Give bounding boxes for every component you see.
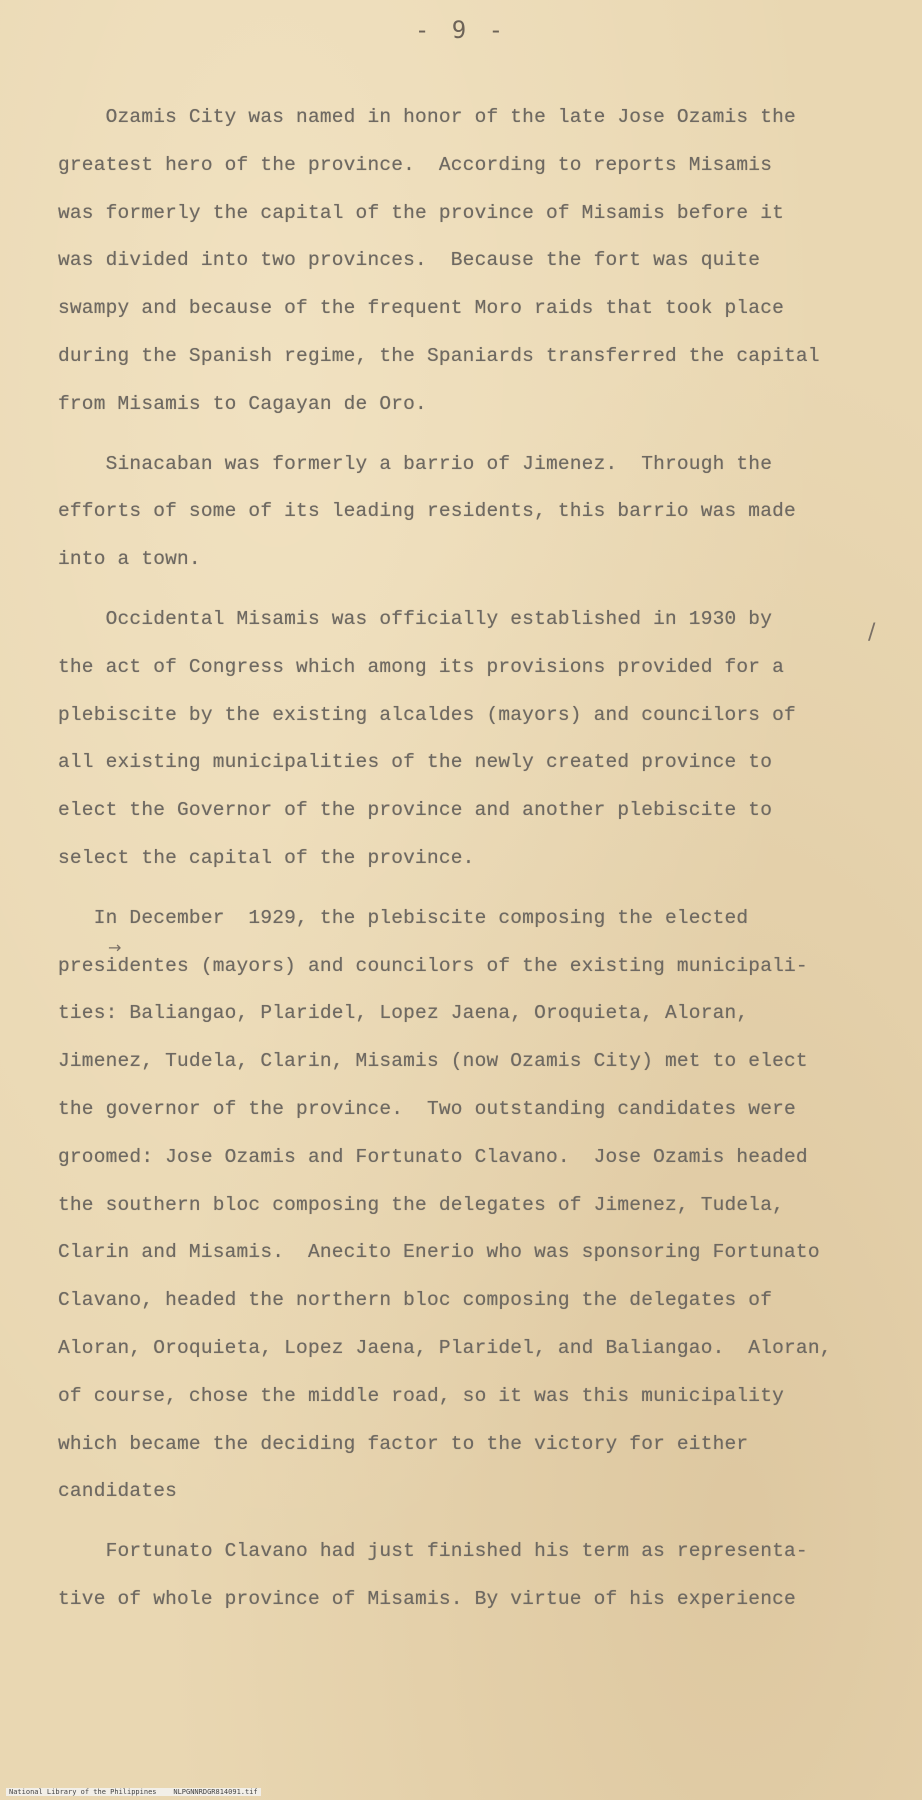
text-line: from Misamis to Cagayan de Oro.: [58, 392, 427, 415]
text-line: ties: Baliangao, Plaridel, Lopez Jaena, Oroquieta, Aloran,: [58, 1002, 749, 1025]
text-line: Jimenez, Tudela, Clarin, Misamis (now Ozamis City) met to elect: [58, 1050, 808, 1073]
scan-footer: National Library of the Philippines NLPGNNRDGR814091.tif: [6, 1788, 261, 1796]
text-line: was divided into two provinces. Because the fort was quite: [58, 249, 761, 272]
document-body: [58, 94, 878, 1624]
text-line: the governor of the province. Two outstanding candidates were: [58, 1097, 796, 1120]
paragraph: [58, 1528, 878, 1624]
text-line: into a town.: [58, 548, 201, 571]
text-line: during the Spanish regime, the Spaniards transferred the capital: [58, 344, 820, 367]
text-line: presidentes (mayors) and councilors of the existing municipali-: [58, 954, 808, 977]
margin-arrow-mark: →: [108, 938, 122, 957]
text-line: Ozamis City was named in honor of the late Jose Ozamis the: [58, 106, 796, 128]
paragraph: [58, 895, 878, 1516]
text-line: efforts of some of its leading residents, this barrio was made: [58, 500, 796, 523]
text-line: of course, chose the middle road, so it was this municipality: [58, 1384, 785, 1407]
text-line: In December 1929, the plebiscite composing the elected: [58, 906, 749, 929]
text-line: Clarin and Misamis. Anecito Enerio who was sponsoring Fortunato: [58, 1241, 820, 1264]
margin-slash-mark: /: [868, 620, 876, 645]
text-line: greatest hero of the province. According to reports Misamis: [58, 153, 773, 176]
text-line: Sinacaban was formerly a barrio of Jimenez. Through the: [58, 452, 773, 475]
text-line: Aloran, Oroquieta, Lopez Jaena, Plaridel, and Baliangao. Aloran,: [58, 1336, 832, 1359]
text-line: which became the deciding factor to the victory for either: [58, 1432, 749, 1455]
text-line: the southern bloc composing the delegates of Jimenez, Tudela,: [58, 1193, 785, 1216]
text-line: was formerly the capital of the province of Misamis before it: [58, 201, 785, 224]
text-line: Clavano, headed the northern bloc composing the delegates of: [58, 1289, 773, 1312]
paragraph: [58, 596, 878, 883]
paragraph: [58, 94, 878, 429]
page-number: - 9 -: [414, 16, 508, 44]
text-line: the act of Congress which among its provisions provided for a: [58, 655, 785, 678]
text-line: select the capital of the province.: [58, 846, 475, 869]
text-line: groomed: Jose Ozamis and Fortunato Clavano. Jose Ozamis headed: [58, 1145, 808, 1168]
text-line: candidates: [58, 1480, 178, 1503]
text-line: all existing municipalities of the newly created province to: [58, 751, 773, 774]
text-line: Occidental Misamis was officially established in 1930 by: [58, 607, 773, 630]
text-line: elect the Governor of the province and another plebiscite to: [58, 799, 773, 822]
text-line: Fortunato Clavano had just finished his term as representa-: [58, 1540, 808, 1563]
text-line: plebiscite by the existing alcaldes (mayors) and councilors of: [58, 703, 796, 726]
text-line: swampy and because of the frequent Moro raids that took place: [58, 297, 785, 320]
paragraph: [58, 441, 878, 584]
text-line: tive of whole province of Misamis. By virtue of his experience: [58, 1587, 796, 1610]
